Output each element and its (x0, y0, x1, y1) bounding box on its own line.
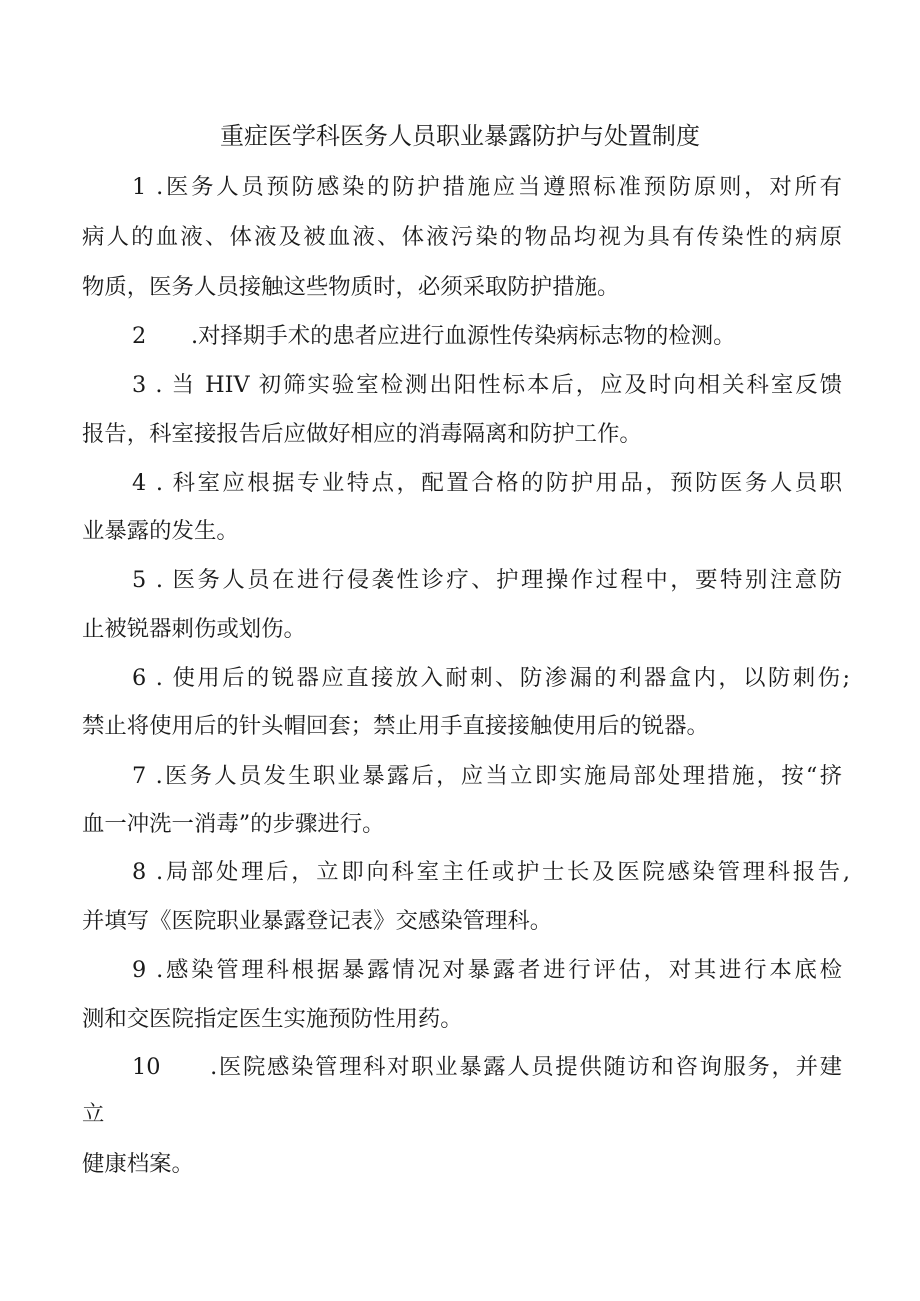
item-8-line-1: 8 .局部处理后，立即向科室主任或护士长及医院感染管理科报告, (132, 859, 850, 885)
item-2-line-1: 2 .对择期手术的患者应进行血源性传染病标志物的检测。 (132, 323, 736, 349)
item-7-line-1: 7 .医务人员发生职业暴露后，应当立即实施局部处理措施，按“挤 (132, 763, 842, 789)
document-title: 重症医学科医务人员职业暴露防护与处置制度 (220, 122, 700, 150)
item-10-line-1: 10 .医院感染管理科对职业暴露人员提供随访和咨询服务，并建 (132, 1054, 842, 1080)
item-4-line-1: 4 . 科室应根据专业特点，配置合格的防护用品，预防医务人员职 (132, 470, 842, 496)
item-6-line-1: 6 . 使用后的锐器应直接放入耐刺、防渗漏的利器盒内，以防刺伤; (132, 665, 850, 691)
item-8-line-2: 并填写《医院职业暴露登记表》交感染管理科。 (82, 908, 553, 934)
item-6-line-2: 禁止将使用后的针头帽回套；禁止用手直接接触使用后的锐器。 (82, 713, 709, 739)
item-9-line-2: 测和交医院指定医生实施预防性用药。 (82, 1006, 463, 1032)
item-10-line-3: 健康档案。 (82, 1151, 194, 1177)
item-9-line-1: 9 .感染管理科根据暴露情况对暴露者进行评估，对其进行本底检 (132, 957, 842, 983)
item-1-line-3: 物质，医务人员接触这些物质时，必须采取防护措施。 (82, 274, 620, 300)
item-10-line-2: 立 (82, 1101, 105, 1127)
item-4-line-2: 业暴露的发生。 (82, 518, 239, 544)
item-5-line-2: 止被锐器刺伤或划伤。 (82, 616, 306, 642)
item-3-line-2: 报告，科室接报告后应做好相应的消毒隔离和防护工作。 (82, 421, 642, 447)
item-7-line-2: 血一冲洗一消毒”的步骤进行。 (82, 811, 385, 837)
item-5-line-1: 5 . 医务人员在进行侵袭性诊疗、护理操作过程中，要特别注意防 (132, 567, 842, 593)
item-1-line-2: 病人的血液、体液及被血液、体液污染的物品均视为具有传染性的病原 (82, 224, 842, 250)
item-3-line-1: 3 . 当 HIV 初筛实验室检测出阳性标本后，应及时向相关科室反馈 (132, 372, 842, 398)
item-1-line-1: 1 .医务人员预防感染的防护措施应当遵照标准预防原则，对所有 (132, 174, 842, 200)
